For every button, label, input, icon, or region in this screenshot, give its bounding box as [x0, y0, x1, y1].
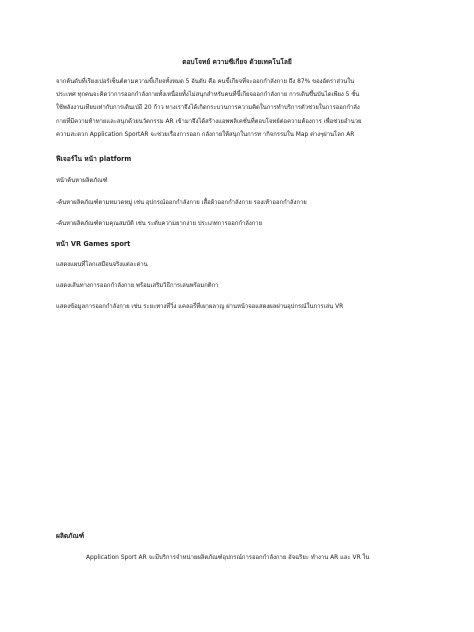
section-heading-vr-games: หน้า VR Games sport	[56, 240, 131, 248]
section-heading-platform: ฟีเจอร์ใน หน้า platform	[56, 155, 132, 163]
intro-paragraph	[56, 76, 418, 142]
intro-line: กายที่มีความท้าทายและสนุกด้วยนวัตกรรม AR เข้ามาจึงได้สร้างแอพพลิเคชั่นที่ตอบโจทย์ต่อความต้องการ เพื่อช่วยอำนวย	[56, 118, 362, 125]
feature-item: -ค้นหาผลิตภัณฑ์ตามคุณสมบัติ เช่น ระดับความยากง่าย ประเภทการออกกำลังกาย	[56, 221, 263, 227]
vr-feature-line: แสดงข้อมูลการออกกำลังกาย เช่น ระยะทางที่วิ่ง แคลอรี่ที่เผาผลาญ ผ่านหน้าจอแสดงผลผ่านอุปกรณ์ในการเล่น VR	[56, 304, 344, 310]
intro-line: จากต้นดับที่เรียงเปอร์เซ็นต์ตามความขี้เกียจทั้งหมด 5 อันดับ คือ คนขี้เกียจที่จะออกกำลังกาย ถึง 87% ของอัตราส่วนใน	[56, 79, 355, 85]
section-heading-products: ผลิตภัณฑ์	[56, 532, 85, 540]
feature-item: -ค้นหาผลิตภัณฑ์ตามหมวดหมู่ เช่น อุปกรณ์ออกกำลังกาย เสื้อผ้าออกกำลังกาย รองเท้าออกกำลังกาย	[56, 200, 307, 206]
document-title: ตอบโจทย์ ความซีเกียจ ด้วยเทคโนโลยี	[182, 58, 292, 66]
section-subheading-product-search: หน้าค้นหาผลิตภัณฑ์	[56, 178, 108, 184]
intro-line: ประเทศ ทุกคนจะคิดว่าการออกกำลังกายทั้งเหนื่อยทั้งไม่สนุกสำหรับคนที่ขี้เกียจออกกำลังกาย การเดินขึ้นบันไดเพียง 5 ชั้น	[56, 92, 360, 99]
intro-line: ความสะดวก Application SportAR จะช่วยเรื่องการออก กลังกายให้สนุกในการท ากิจกรรมใน Map ต่างๆผ่านโลก AR	[56, 131, 355, 138]
products-line: Application Sport AR จะมีบริการจำหน่ายผลิตภัณฑ์อุปกรณ์การออกกำลังกาย อัจฉริยะ ทำงาน AR และ VR ใน	[86, 555, 370, 561]
intro-line: ใช้พลังงานเทียบเท่ากับการเดินเป่ถี 20 ก้าว ทางเราจึงได้เกิดกระบวนการความคิดในการทำบริการตัวช่วยในการออกกำลัง	[56, 105, 360, 112]
vr-feature-line: แสดงแผนที่โลกเสมือนจริงแต่ละด่าน	[56, 262, 148, 268]
vr-feature-line: แสดงเส้นทางการออกกำลังกาย พร้อมเสริมวิธีการเล่นพร้อมกติกา	[56, 283, 219, 289]
